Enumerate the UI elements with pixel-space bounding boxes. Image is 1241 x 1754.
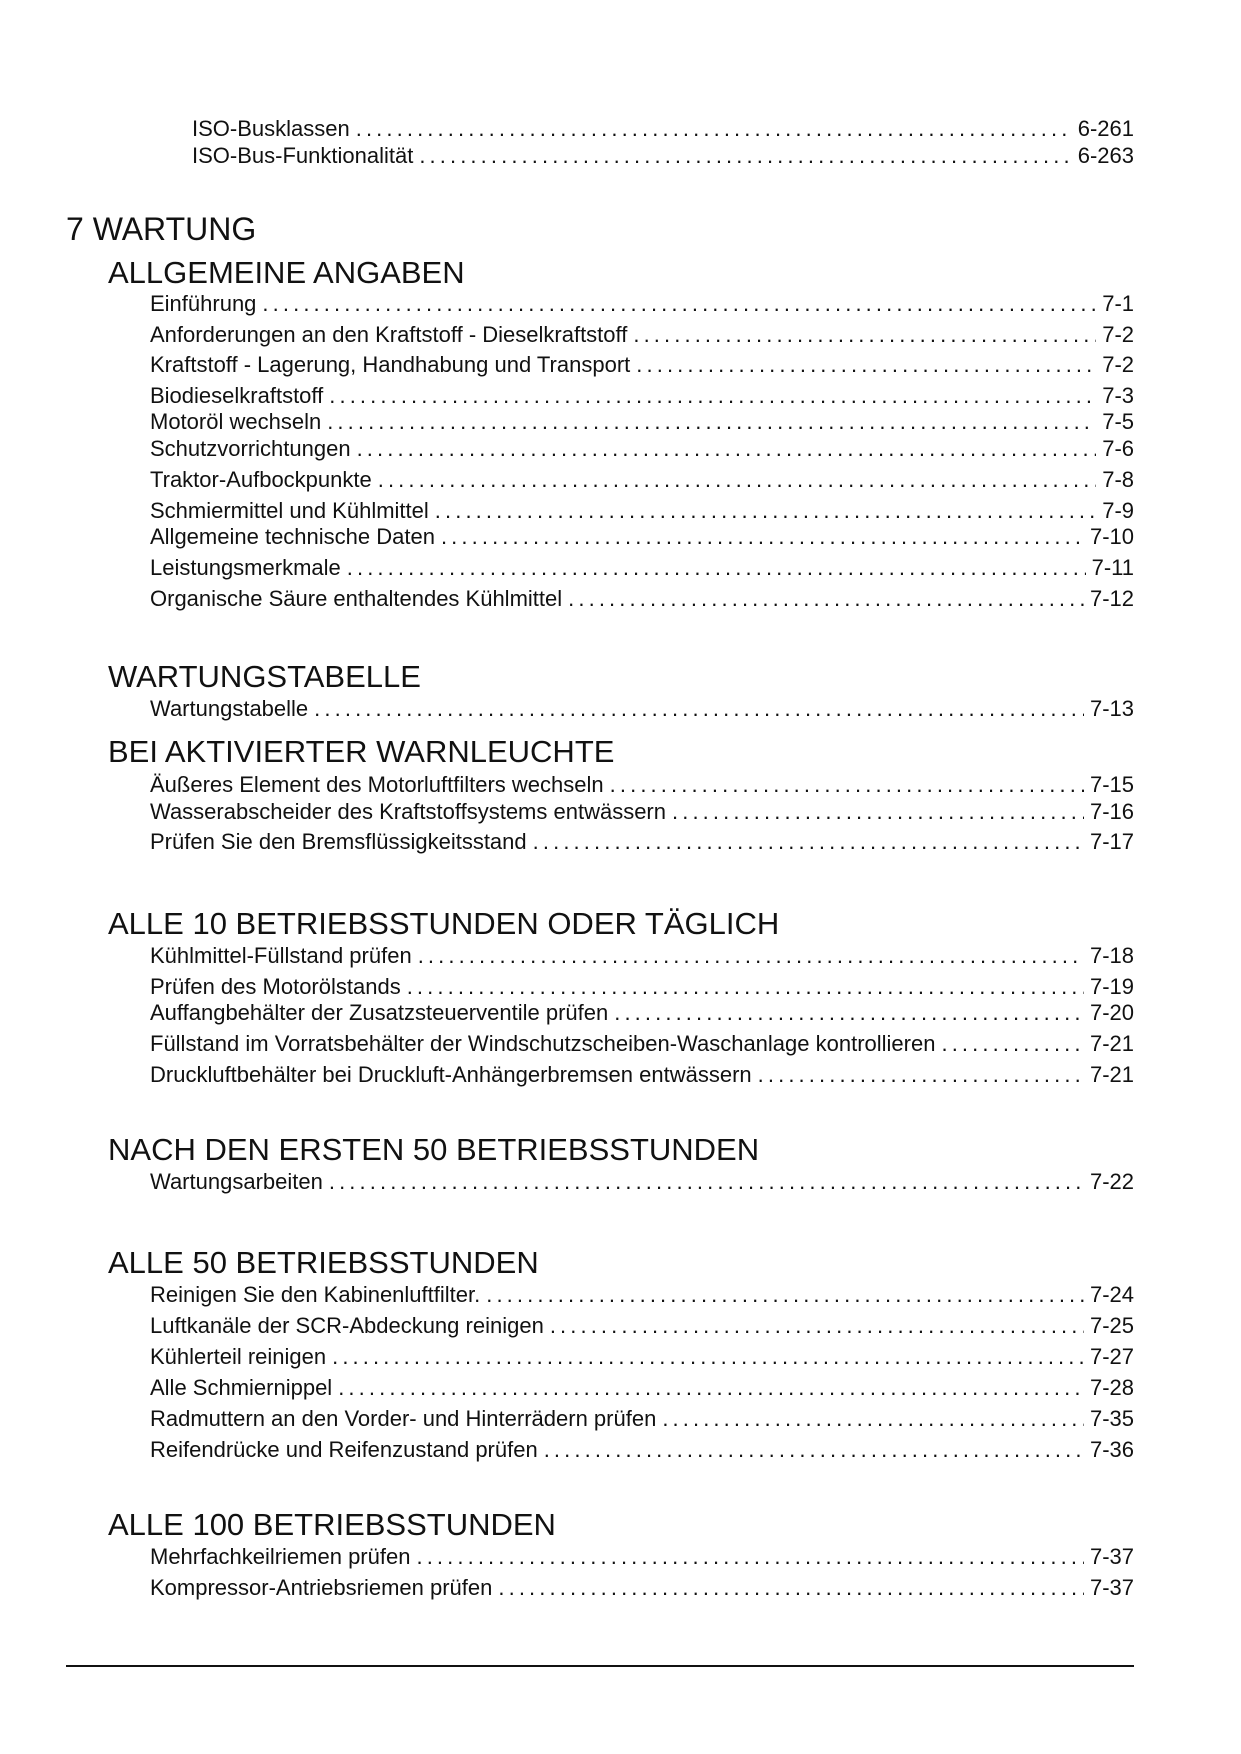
dot-leader <box>419 143 1071 169</box>
toc-entry-page: 7-24 <box>1089 1282 1134 1307</box>
toc-entry-title: ISO-Bus-Funktionalität <box>192 143 414 168</box>
toc-entry[interactable] <box>150 555 1134 581</box>
section-heading: ALLE 10 BETRIEBSSTUNDEN ODER TÄGLICH <box>108 906 780 941</box>
toc-entry[interactable] <box>150 1375 1134 1401</box>
toc-entry-page: 7-3 <box>1102 383 1134 408</box>
toc-entry-page: 7-9 <box>1102 498 1134 523</box>
dot-leader <box>533 829 1084 855</box>
toc-entry[interactable] <box>150 1575 1134 1601</box>
toc-entry[interactable] <box>150 383 1134 409</box>
toc-entry-title: Wartungsarbeiten <box>150 1169 323 1194</box>
toc-entry-title: Prüfen Sie den Bremsflüssigkeitsstand <box>150 829 527 854</box>
toc-entry[interactable] <box>150 436 1134 462</box>
toc-entry-title: Traktor-Aufbockpunkte <box>150 467 372 492</box>
toc-entry-title: Schmiermittel und Kühlmittel <box>150 498 429 523</box>
toc-entry[interactable] <box>150 1544 1134 1570</box>
toc-entry-title: Kühlmittel-Füllstand prüfen <box>150 943 412 968</box>
toc-entry-page: 7-19 <box>1089 974 1134 999</box>
toc-entry-page: 7-22 <box>1089 1169 1134 1194</box>
dot-leader <box>327 409 1096 435</box>
dot-leader <box>329 383 1096 409</box>
dot-leader <box>407 974 1084 1000</box>
toc-entry-page: 7-10 <box>1089 524 1134 549</box>
dot-leader <box>633 322 1096 348</box>
toc-entry-page: 7-36 <box>1089 1437 1134 1462</box>
dot-leader <box>636 352 1096 378</box>
section-heading: ALLE 100 BETRIEBSSTUNDEN <box>108 1507 556 1542</box>
toc-entry[interactable] <box>150 799 1134 825</box>
toc-entry-title: Schutzvorrichtungen <box>150 436 351 461</box>
toc-entry-page: 7-28 <box>1089 1375 1134 1400</box>
dot-leader <box>357 436 1097 462</box>
toc-entry-page: 7-17 <box>1089 829 1134 854</box>
toc-entry[interactable] <box>150 498 1134 524</box>
chapter-title: 7 WARTUNG <box>66 211 257 247</box>
footer-divider <box>66 1665 1134 1667</box>
dot-leader <box>614 1000 1084 1026</box>
dot-leader <box>314 696 1084 722</box>
toc-entry-page: 7-25 <box>1089 1313 1134 1338</box>
toc-entry-page: 7-8 <box>1102 467 1134 492</box>
dot-leader <box>498 1575 1084 1601</box>
toc-entry[interactable] <box>150 291 1134 317</box>
toc-entry-page: 7-27 <box>1089 1344 1134 1369</box>
dot-leader <box>941 1031 1083 1057</box>
section-heading: ALLGEMEINE ANGABEN <box>108 255 465 290</box>
toc-entry[interactable] <box>150 586 1134 612</box>
toc-entry-page: 7-35 <box>1089 1406 1134 1431</box>
toc-entry[interactable] <box>150 1282 1134 1308</box>
toc-entry-page: 7-6 <box>1102 436 1134 461</box>
toc-entry[interactable] <box>150 1406 1134 1432</box>
dot-leader <box>758 1062 1084 1088</box>
toc-entry-title: Reinigen Sie den Kabinenluftfilter. <box>150 1282 481 1307</box>
toc-entry-page: 7-11 <box>1091 555 1134 580</box>
toc-entry-title: Wartungstabelle <box>150 696 309 721</box>
toc-entry[interactable] <box>150 1169 1134 1195</box>
toc-entry-page: 7-37 <box>1089 1575 1134 1600</box>
toc-entry[interactable] <box>150 772 1134 798</box>
toc-entry-title: Motoröl wechseln <box>150 409 322 434</box>
toc-entry-title: Alle Schmiernippel <box>150 1375 333 1400</box>
toc-entry[interactable] <box>150 352 1134 378</box>
toc-entry[interactable] <box>150 943 1134 969</box>
toc-entry-title: Einführung <box>150 291 257 316</box>
toc-entry[interactable] <box>150 829 1134 855</box>
toc-entry-title: Auffangbehälter der Zusatzsteuerventile prüfen <box>150 1000 609 1025</box>
toc-entry[interactable] <box>150 696 1134 722</box>
toc-entry-page: 7-37 <box>1089 1544 1134 1569</box>
toc-entry-title: Wasserabscheider des Kraftstoffsystems entwässern <box>150 799 666 824</box>
toc-entry-title: Äußeres Element des Motorluftfilters wechseln <box>150 772 604 797</box>
dot-leader <box>568 586 1084 612</box>
toc-entry-page: 7-18 <box>1089 943 1134 968</box>
toc-entry[interactable] <box>150 1000 1134 1026</box>
toc-entry[interactable] <box>150 467 1134 493</box>
dot-leader <box>662 1406 1084 1432</box>
toc-entry-title: Biodieselkraftstoff <box>150 383 324 408</box>
toc-entry[interactable] <box>192 143 1134 169</box>
dot-leader <box>329 1169 1084 1195</box>
toc-entry-page: 7-20 <box>1089 1000 1134 1025</box>
toc-entry-page: 7-21 <box>1089 1031 1134 1056</box>
toc-entry-title: Organische Säure enthaltendes Kühlmittel <box>150 586 563 611</box>
dot-leader <box>544 1437 1084 1463</box>
toc-entry-page: 7-21 <box>1089 1062 1134 1087</box>
toc-entry[interactable] <box>150 974 1134 1000</box>
toc-entry-title: Kompressor-Antriebsriemen prüfen <box>150 1575 493 1600</box>
section-heading: ALLE 50 BETRIEBSSTUNDEN <box>108 1245 539 1280</box>
section-heading: BEI AKTIVIERTER WARNLEUCHTE <box>108 734 615 769</box>
toc-entry-title: Mehrfachkeilriemen prüfen <box>150 1544 411 1569</box>
dot-leader <box>418 943 1084 969</box>
toc-entry[interactable] <box>150 1031 1134 1057</box>
toc-entry-title: Druckluftbehälter bei Druckluft-Anhängerbremsen entwässern <box>150 1062 752 1087</box>
toc-entry[interactable] <box>192 116 1134 142</box>
toc-entry-title: Prüfen des Motorölstands <box>150 974 401 999</box>
toc-entry-title: Radmuttern an den Vorder- und Hinterrädern prüfen <box>150 1406 657 1431</box>
toc-entry-title: Leistungsmerkmale <box>150 555 341 580</box>
dot-leader <box>332 1344 1084 1370</box>
toc-entry-page: 7-12 <box>1089 586 1134 611</box>
dot-leader <box>416 1544 1083 1570</box>
dot-leader <box>610 772 1084 798</box>
dot-leader <box>486 1282 1084 1308</box>
toc-entry-title: Allgemeine technische Daten <box>150 524 435 549</box>
toc-entry-page: 7-5 <box>1102 409 1134 434</box>
toc-entry[interactable] <box>150 1437 1134 1463</box>
toc-entry-title: Reifendrücke und Reifenzustand prüfen <box>150 1437 538 1462</box>
toc-entry-page: 7-15 <box>1089 772 1134 797</box>
toc-entry[interactable] <box>150 409 1134 435</box>
toc-entry-title: Kühlerteil reinigen <box>150 1344 327 1369</box>
toc-entry-page: 7-16 <box>1089 799 1134 824</box>
dot-leader <box>672 799 1084 825</box>
toc-entry-page: 7-13 <box>1089 696 1134 721</box>
toc-entry-title: Füllstand im Vorratsbehälter der Windschutzscheiben-Waschanlage kontrollieren <box>150 1031 936 1056</box>
dot-leader <box>550 1313 1084 1339</box>
toc-entry[interactable] <box>150 1062 1134 1088</box>
dot-leader <box>378 467 1096 493</box>
section-heading: WARTUNGSTABELLE <box>108 659 421 694</box>
dot-leader <box>347 555 1086 581</box>
section-heading: NACH DEN ERSTEN 50 BETRIEBSSTUNDEN <box>108 1132 760 1167</box>
toc-entry[interactable] <box>150 322 1134 348</box>
toc-entry[interactable] <box>150 1313 1134 1339</box>
toc-entry[interactable] <box>150 1344 1134 1370</box>
dot-leader <box>262 291 1096 317</box>
toc-entry-page: 7-2 <box>1102 352 1134 377</box>
toc-entry-page: 7-1 <box>1102 291 1134 316</box>
toc-entry-page: 6-261 <box>1077 116 1134 141</box>
toc-entry-title: ISO-Busklassen <box>192 116 350 141</box>
toc-entry-title: Anforderungen an den Kraftstoff - Dieselkraftstoff <box>150 322 628 347</box>
toc-entry-title: Kraftstoff - Lagerung, Handhabung und Transport <box>150 352 631 377</box>
toc-entry-page: 6-263 <box>1077 143 1134 168</box>
toc-entry-page: 7-2 <box>1102 322 1134 347</box>
dot-leader <box>338 1375 1084 1401</box>
dot-leader <box>356 116 1072 142</box>
dot-leader <box>435 498 1096 524</box>
toc-entry-title: Luftkanäle der SCR-Abdeckung reinigen <box>150 1313 544 1338</box>
dot-leader <box>441 524 1084 550</box>
toc-entry[interactable] <box>150 524 1134 550</box>
